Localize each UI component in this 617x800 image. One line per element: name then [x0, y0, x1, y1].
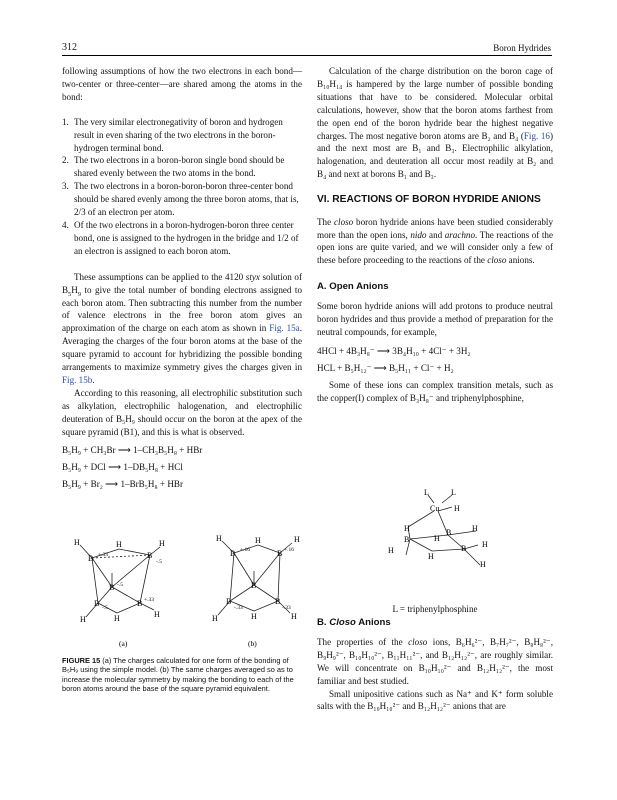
svg-text:L: L	[451, 488, 456, 497]
right-column	[317, 65, 553, 405]
svg-text:B: B	[88, 554, 94, 563]
svg-text:-.33: -.33	[234, 605, 243, 611]
charge-distribution-paragraph: Calculation of the charge distribution on the boron cage of B₁₀H₁₄ is hampered by the large number of possible bonding situations that have to be considered. Molecular orbital calculations, however, show that the boron atoms farthest from the open end of the boron hydride bear the highest negative charges. The most negative boron atoms are B₂ and B₄ (Fig. 16) and the next most are B₁ and B₃. Electrophilic alkylation, halogenation, and deuteration all occur most readily at B₂ and B₄ and next at borons B₁ and B₃.	[317, 66, 553, 180]
svg-text:Cu: Cu	[430, 504, 440, 513]
svg-text:H: H	[212, 614, 218, 623]
svg-text:+.33: +.33	[144, 597, 154, 603]
svg-text:H: H	[472, 524, 478, 533]
svg-text:+.33: +.33	[98, 552, 108, 558]
svg-text:B: B	[94, 599, 100, 608]
figure-15-caption: FIGURE 15 (a) The charges calculated for one form of the bonding of B₅H₉ using the simple model. (b) The same charges averaged so as to increase the molecular symmetry by making the bonding to each of the boron atoms around the base of the square pyramid equivalent.	[62, 656, 294, 694]
list-item: 4. Of the two electrons in a boron-hydrogen-boron three center bond, one is assigned to the hydrogen in the bridge and 1/2 of an electron is assigned to each boron atom.	[62, 219, 299, 256]
fig15a-link[interactable]: Fig. 15a	[269, 323, 300, 334]
svg-text:+.16: +.16	[240, 547, 250, 553]
protonation-paragraph: Some boron hydride anions will add protons to produce neutral boron hydrides and thus provide a method of preparation for the neutral compounds, for example,	[317, 301, 553, 337]
subsection-closo-anions: B. Closo Anions	[317, 617, 391, 628]
svg-text:H: H	[294, 535, 300, 544]
equation-1: B₅H₉ + CH₃Br ⟶ 1–CH₃B₅H₈ + HBr	[62, 445, 203, 456]
svg-text:H: H	[114, 614, 120, 623]
svg-text:B: B	[226, 597, 232, 606]
styx-paragraph: These assumptions can be applied to the 4120 styx solution of $B_5H_9$ to give the total number of bonding electrons assigned to each boron atom. Then subtracting this number from the number of valence electrons in the free boron atom gives an approximation of the charge on each atom as shown in Fig. 15a. Averaging the charges of the four boron atoms at the base of the square pyramid to account for hybridizing the possible bonding arrangements to maximize symmetry gives the charges given in Fig. 15b.	[62, 271, 302, 385]
equation-4: 4HCl + 4B₃H₈⁻ ⟶ 3B₄H₁₀ + 4Cl⁻ + 3H₂	[317, 345, 471, 356]
cu-caption: L = triphenylphosphine	[392, 604, 478, 614]
right-column-lower	[317, 617, 553, 713]
page-number: 312	[62, 42, 77, 53]
svg-text:-.5: -.5	[117, 582, 123, 588]
equation-3: B₅H₉ + Br₂ ⟶ 1–BrB₅H₈ + HBr	[62, 479, 183, 490]
list-item: 1. The very similar electronegativity of boron and hydrogen result in even sharing of the two electrons in the boron-hydrogen terminal bond.	[62, 116, 283, 153]
copper-complex-paragraph: Some of these ions can complex transition metals, such as the copper(I) complex of B₃H₈⁻ and triphenylphosphine,	[317, 379, 553, 403]
svg-text:-.33: -.33	[282, 605, 291, 611]
svg-text:B: B	[277, 549, 283, 558]
svg-text:+.16: +.16	[284, 547, 294, 553]
fig15b-link[interactable]: Fig. 15b	[62, 374, 93, 385]
list-item: 2. The two electrons in a boron-boron single bond should be shared evenly between the two atoms in the bond.	[62, 155, 285, 179]
svg-text:B: B	[461, 544, 467, 553]
svg-text:H: H	[454, 504, 460, 513]
reasoning-paragraph: According to this reasoning, all electrophilic substitution such as alkylation, electrophilic halogenation, and electrophilic deuteration of B₅H₉ should occur on the boron at the apex of the square pyramid (B1), and this is what is observed.	[62, 387, 302, 437]
svg-text:H: H	[216, 534, 222, 543]
svg-text:H: H	[80, 615, 86, 624]
figure-15-diagram	[62, 525, 312, 655]
svg-text:H: H	[74, 538, 80, 547]
svg-text:B: B	[275, 597, 281, 606]
closo-properties-paragraph: The properties of the closo ions, B₆H₆²⁻, B₇H₇²⁻, B₈H₈²⁻, B₉H₉²⁻, B₁₀H₁₀²⁻, B₁₁H₁₁²⁻, and B₁₂H₁₂²⁻, are roughly similar. We will concentrate on B₁₀H₁₀²⁻ and B₁₂H₁₂²⁻, the most familiar and best studied.	[317, 636, 553, 686]
svg-text:H: H	[291, 612, 297, 621]
svg-text:H: H	[255, 536, 261, 545]
svg-text:L: L	[424, 488, 429, 497]
svg-text:B: B	[230, 549, 236, 558]
fig16-link[interactable]: Fig. 16	[523, 130, 550, 141]
equation-2: B₅H₉ + DCl ⟶ 1–DB₅H₈ + HCl	[62, 462, 183, 473]
intro-paragraph: following assumptions of how the two electrons in each bond—two-center or three-center—are shared among the atoms in the bond:	[62, 66, 302, 102]
closo-intro-paragraph: The closo boron hydride anions have been studied considerably more than the open ions, nido and arachno. The reactions of the open ions are quite varied, and we will consider only a few of these before proceeding to the reactions of the closo anions.	[317, 216, 553, 266]
svg-text:B: B	[251, 581, 257, 590]
svg-text:H: H	[428, 552, 434, 561]
svg-text:H: H	[434, 534, 440, 543]
section-heading: VI. REACTIONS OF BORON HYDRIDE ANIONS	[317, 194, 541, 206]
svg-text:H: H	[480, 560, 486, 569]
left-column	[62, 65, 302, 491]
running-title: Boron Hydrides	[493, 43, 551, 53]
svg-text:B: B	[137, 599, 143, 608]
svg-text:H: H	[116, 540, 122, 549]
svg-text:-.5: -.5	[102, 605, 108, 611]
svg-text:H: H	[251, 612, 257, 621]
svg-text:H: H	[404, 524, 410, 533]
svg-text:H: H	[154, 610, 160, 619]
header-rule	[62, 55, 552, 56]
equation-5: HCL + B₅H₁₂⁻ ⟶ B₅H₁₁ + Cl⁻ + H₂	[317, 362, 454, 373]
svg-text:B: B	[404, 535, 410, 544]
svg-text:B: B	[109, 583, 115, 592]
figure-label-b: (b)	[248, 639, 257, 648]
svg-text:B: B	[446, 528, 452, 537]
svg-text:H: H	[388, 546, 394, 555]
copper-complex-diagram	[380, 485, 510, 587]
svg-text:H: H	[159, 539, 165, 548]
subsection-open-anions: A. Open Anions	[317, 281, 389, 293]
figure-label-a: (a)	[119, 639, 128, 648]
assumption-list	[62, 116, 302, 258]
cation-paragraph: Small unipositive cations such as Na⁺ and K⁺ form soluble salts with the B₁₀H₁₀²⁻ and B₁₂H₁₂²⁻ anions that are	[317, 688, 553, 712]
svg-text:-.5: -.5	[156, 559, 162, 565]
list-item: 3. The two electrons in a boron-boron-boron three-center bond should be shared evenly among the three boron atoms, that is, 2/3 of an electron per atom.	[62, 181, 299, 218]
svg-text:B: B	[147, 551, 153, 560]
svg-text:H: H	[482, 540, 488, 549]
